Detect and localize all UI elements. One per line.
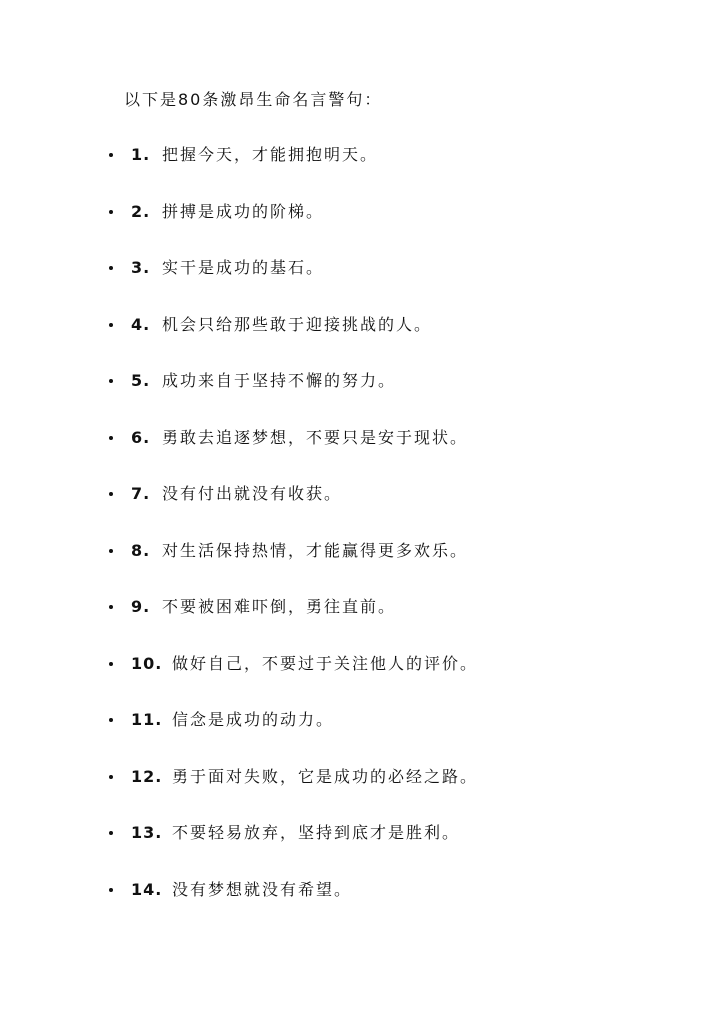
- bullet-icon: [109, 831, 113, 835]
- quote-text: 成功来自于坚持不懈的努力。: [162, 371, 397, 390]
- quote-text: 实干是成功的基石。: [162, 258, 325, 277]
- bullet-icon: [109, 549, 113, 553]
- bullet-icon: [109, 662, 113, 666]
- quote-text: 勇敢去追逐梦想，不要只是安于现状。: [162, 427, 469, 447]
- item-number: 10.: [131, 653, 163, 673]
- item-number: 1.: [131, 145, 151, 164]
- bullet-icon: [109, 436, 113, 440]
- item-number: 14.: [131, 879, 163, 899]
- quote-text: 把握今天，才能拥抱明天。: [162, 145, 379, 164]
- item-number: 3.: [131, 258, 151, 277]
- quote-text: 信念是成功的动力。: [172, 710, 335, 729]
- intro-text: 以下是80条激昂生命名言警句：: [124, 90, 383, 109]
- item-number: 8.: [131, 540, 151, 560]
- item-number: 2.: [131, 201, 151, 221]
- item-number: 9.: [131, 597, 151, 616]
- item-number: 13.: [131, 823, 163, 842]
- item-number: 12.: [131, 766, 163, 786]
- quote-text: 对生活保持热情，才能赢得更多欢乐。: [162, 540, 469, 560]
- quote-text: 没有付出就没有收获。: [162, 484, 343, 503]
- item-number: 11.: [131, 710, 163, 729]
- quote-text: 不要被困难吓倒，勇往直前。: [162, 597, 397, 616]
- bullet-icon: [109, 605, 113, 609]
- bullet-icon: [109, 266, 113, 270]
- quote-text: 机会只给那些敢于迎接挑战的人。: [162, 314, 433, 334]
- bullet-icon: [109, 775, 113, 779]
- item-number: 7.: [131, 484, 151, 503]
- quote-text: 做好自己，不要过于关注他人的评价。: [172, 653, 479, 673]
- item-number: 6.: [131, 427, 151, 447]
- bullet-icon: [109, 153, 113, 157]
- item-number: 5.: [131, 371, 151, 390]
- bullet-icon: [109, 492, 113, 496]
- bullet-icon: [109, 210, 113, 214]
- bullet-icon: [109, 888, 113, 892]
- quote-text: 没有梦想就没有希望。: [172, 879, 353, 899]
- bullet-icon: [109, 323, 113, 327]
- bullet-icon: [109, 718, 113, 722]
- quote-text: 勇于面对失败，它是成功的必经之路。: [172, 766, 479, 786]
- quote-text: 不要轻易放弃，坚持到底才是胜利。: [172, 823, 461, 842]
- item-number: 4.: [131, 314, 151, 334]
- quote-text: 拼搏是成功的阶梯。: [162, 201, 325, 221]
- bullet-icon: [109, 379, 113, 383]
